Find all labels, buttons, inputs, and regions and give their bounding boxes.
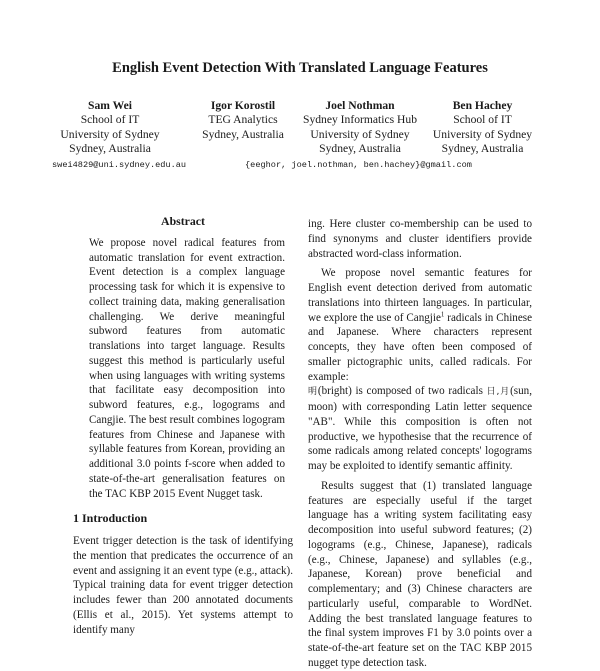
author-block-3 — [290, 99, 430, 157]
cjk-character-bright: 明 — [308, 387, 318, 398]
cjk-radicals-sun-moon: 日,月 — [486, 387, 511, 398]
footnote-marker[interactable]: 1 — [440, 309, 445, 318]
author-name: Joel Nothman — [325, 99, 395, 112]
paragraph-text: (bright) is composed of two radicals — [317, 385, 483, 398]
section-heading-introduction: 1 Introduction — [73, 511, 148, 526]
author-location: Sydney, Australia — [441, 142, 524, 156]
paragraph-text: radicals in Chinese and Japanese. Where characters represent concepts, they have often been composed of smaller pictographic units, called radicals. For example: — [308, 311, 533, 383]
introduction-paragraph: Event trigger detection is the task of identifying the mention that predicates the occurrence of an event and assigning it an event type (e.g., attack). Typical training data for event trigger detection includes fewer than 200 annotated documents (Ellis et al., 2015). Yet systems attempt to identify many — [73, 535, 293, 636]
author-location: Sydney, Australia — [319, 142, 401, 156]
author-name: Ben Hachey — [452, 99, 513, 112]
author-location: Sydney, Australia — [202, 127, 284, 141]
paragraph-continued: ing. Here cluster co-membership can be used to find synonyms and cluster identifiers provide abstracted word-class information. — [308, 218, 532, 260]
paragraph-text: We propose novel semantic features for English event detection derived from automatic translations into thirteen languages. In particular, we explore the use of Cangjie — [308, 267, 532, 324]
paragraph-semantic-features — [308, 266, 532, 474]
right-column — [308, 217, 532, 671]
author-email-right: {eeghor, joel.nothman, ben.hachey}@gmail.com — [245, 160, 472, 170]
author-affiliation: TEG Analytics — [208, 113, 278, 127]
left-column — [73, 214, 293, 637]
paper-title: English Event Detection With Translated Language Features — [112, 60, 488, 76]
author-affiliation: School of IT — [453, 113, 512, 127]
author-affiliation: University of Sydney — [432, 127, 533, 141]
author-block-2 — [178, 99, 308, 142]
author-name: Igor Korostil — [210, 99, 276, 112]
abstract-text: We propose novel radical features from automatic translation for event extraction. Event detection is a complex language processing task for which it is expensive to collect training data, making generalisation challenging. We derive meaningful subword features from automatic translations into target language. Results suggest this method is particularly useful when using languages with writing systems that facilitate easy decomposition into subword features, e.g., logograms and Cangjie. The best result combines logogram features from Chinese and Japanese with syllable features from Korean, providing an additional 3.0 points f-score when added to state-of-the-art generalisation features on the TAC KBP 2015 Event Nugget task. — [89, 236, 285, 500]
author-location: Sydney, Australia — [69, 142, 151, 156]
author-affiliation: University of Sydney — [310, 127, 410, 141]
author-affiliation: School of IT — [80, 113, 140, 127]
author-name: Sam Wei — [88, 99, 132, 112]
author-block-4 — [410, 99, 555, 157]
abstract-heading: Abstract — [161, 214, 205, 228]
abstract-body — [73, 236, 293, 502]
author-affiliation: University of Sydney — [60, 127, 160, 141]
author-block-1 — [40, 99, 180, 157]
author-email-left: swei4829@uni.sydney.edu.au — [52, 160, 187, 170]
paragraph-results: Results suggest that (1) translated language features are especially useful if the target language has a writing system facilitating easy decomposition into useful subword features; (2) logograms (e.g., Chinese, Japanese), radicals (e.g., Chinese, Japanese) and syllables (e.g., Japanese, Korean) prove beneficial and complementary; and (3) Chinese characters are particularly useful, comparable to WordNet. Adding the best translated language features to the final system improves F1 by 3.0 points over a state-of-the-art feature set on the TAC KBP 2015 nugget type detection task. — [308, 479, 532, 669]
paragraph-text: (sun, moon) with corresponding Latin letter sequence "AB". While this composition is often not productive, we hypothesise that the recurrence of some radicals among related concepts' logograms may be exploited to identify semantic affinity. — [308, 385, 532, 472]
author-affiliation: Sydney Informatics Hub — [303, 113, 417, 127]
